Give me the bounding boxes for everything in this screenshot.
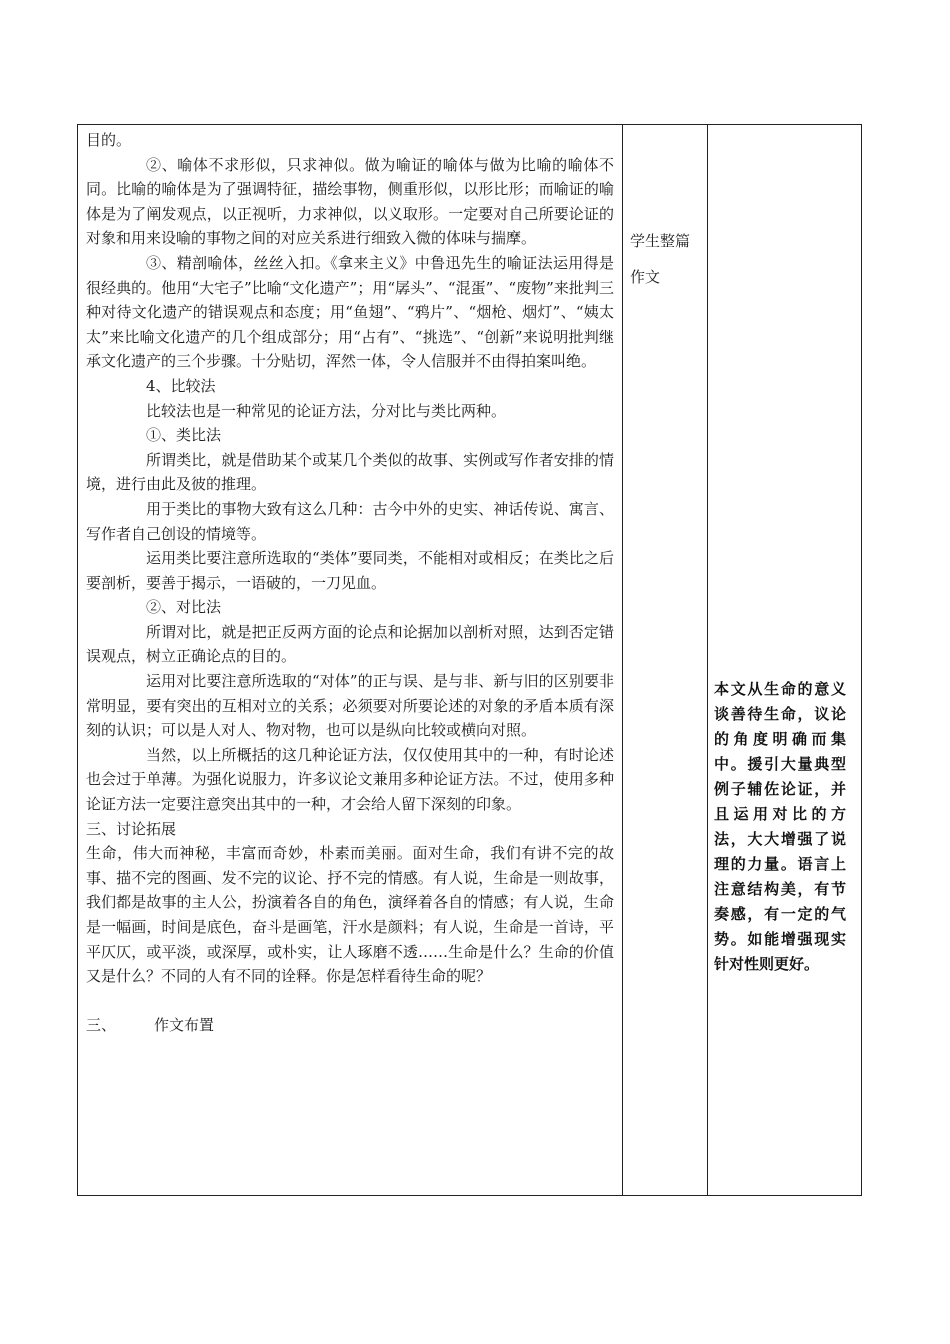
paragraph: 生命，伟大而神秘，丰富而奇妙，朴素而美丽。面对生命，我们有讲不完的故事、描不完的图画、发不完的议论、抒不完的情感。有人说，生命是一则故事，我们都是故事的主人公，扮演着各自的角色，演绎着各自的情感；有人说，生命是一幅画，时间是底色，奋斗是画笔，汗水是颜料；有人说，生命是一首诗，平平仄仄，或平淡，或深厚，或朴实，让人琢磨不透……生命是什么？生命的价值又是什么？不同的人有不同的诠释。你是怎样看待生命的呢？	[86, 844, 614, 986]
section-heading: 4、比较法	[146, 376, 216, 395]
paragraph: 目的。	[86, 131, 132, 149]
blank-line	[86, 989, 614, 1014]
column-divider	[707, 125, 708, 1195]
column-divider	[622, 125, 623, 1195]
paragraph: ③、精剖喻体，丝丝入扣。《拿来主义》中鲁迅先生的喻证法运用得是很经典的。他用“大宅子”比喻“文化遗产”；用“孱头”、“混蛋”、“废物”来批判三种对待文化遗产的错误观点和态度；用“鱼翅”、“鸦片”、“烟枪、烟灯”、“姨太太”来比喻文化遗产的几个组成部分；用“占有”、“挑选”、“创新”来说明批判继承文化遗产的三个步骤。十分贴切，浑然一体，令人信服并不由得拍案叫绝。	[86, 253, 614, 371]
paragraph: 运用类比要注意所选取的“类体”要同类，不能相对或相反；在类比之后要剖析，要善于揭示，一语破的，一刀见血。	[86, 549, 614, 592]
paragraph: 用于类比的事物大致有这么几种：古今中外的史实、神话传说、寓言、写作者自己创设的情境等。	[86, 499, 614, 543]
main-content-cell	[86, 128, 614, 1038]
student-activity-cell	[630, 223, 702, 295]
paragraph: 运用对比要注意所选取的“对体”的正与误、是与非、新与旧的区别要非常明显，要有突出的互相对立的关系；必须要对所要论述的对象的矛盾本质有深刻的认识；可以是人对人、物对物，也可以是纵向比较或横向对照。	[86, 672, 614, 740]
final-section-heading	[86, 1013, 614, 1038]
paragraph: ②、喻体不求形似，只求神似。做为喻证的喻体与做为比喻的喻体不同。比喻的喻体是为了强调特征，描绘事物，侧重形似，以形比形；而喻证的喻体是为了阐发观点，以正视听，力求神似，以义取形。一定要对自己所要论证的对象和用来设喻的事物之间的对应关系进行细致入微的体味与揣摩。	[86, 155, 614, 248]
section-number: 三、	[86, 1016, 117, 1035]
lesson-table	[77, 124, 862, 1196]
section-title: 作文布置	[154, 1016, 215, 1035]
section-heading: 三、讨论拓展	[86, 819, 177, 838]
teacher-comment-cell	[714, 677, 846, 977]
paragraph: 所谓类比，就是借助某个或某几个类似的故事、实例或写作者安排的情境，进行由此及彼的推理。	[86, 450, 614, 494]
subsection-heading: ②、对比法	[146, 598, 222, 617]
activity-line: 学生整篇	[630, 232, 691, 250]
paragraph: 所谓对比，就是把正反两方面的论点和论据加以剖析对照，达到否定错误观点，树立正确论点的目的。	[86, 622, 614, 666]
subsection-heading: ①、类比法	[146, 426, 222, 445]
paragraph: 当然，以上所概括的这几种论证方法，仅仅使用其中的一种，有时论述也会过于单薄。为强化说服力，许多议论文兼用多种论证方法。不过，使用多种论证方法一定要注意突出其中的一种，才会给人留下深刻的印象。	[86, 745, 614, 814]
paragraph: 比较法也是一种常见的论证方法，分对比与类比两种。	[146, 401, 507, 420]
activity-line: 作文	[630, 268, 661, 286]
comment-text: 本文从生命的意义谈善待生命，议论的角度明确而集中。援引大量典型例子辅佐论证，并且运用对比的方法，大大增强了说理的力量。语言上注意结构美，有节奏感，有一定的气势。如能增强现实针对性则更好。	[714, 680, 846, 973]
